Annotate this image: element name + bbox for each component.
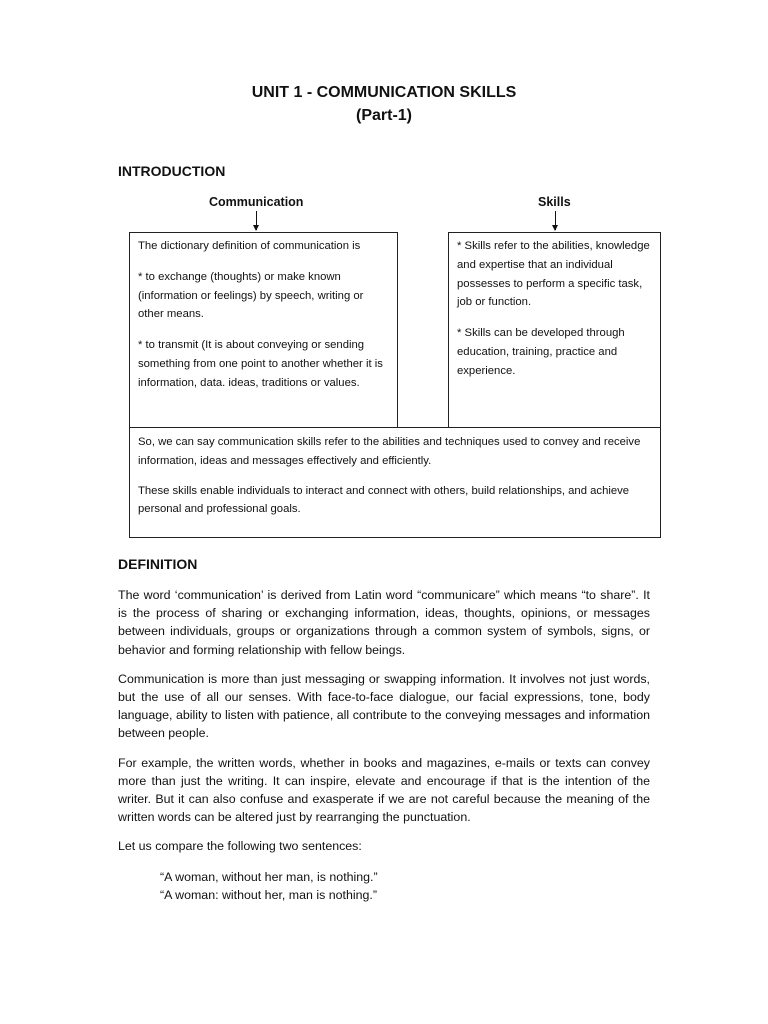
communication-arrow-icon <box>256 211 257 230</box>
skills-box-line: * Skills refer to the abilities, knowledge and expertise that an individual possesses to perform a specific task, job or function. <box>457 240 650 309</box>
quote-line: “A woman: without her, man is nothing.” <box>160 888 377 903</box>
definition-paragraph: For example, the written words, whether in books and magazines, e-mails or texts can convey more than just the writing. It can inspire, elevate and encourage if that is the intention of the writer. But it can also confuse and exasperate if we are not careful because the meaning of the written words can be altered just by rearranging the punctuation. <box>118 755 650 825</box>
communication-box-line: The dictionary definition of communication is <box>138 240 361 252</box>
summary-paragraph: These skills enable individuals to interact and connect with others, build relationships, and achieve personal and professional goals. <box>138 484 630 516</box>
page-title: UNIT 1 - COMMUNICATION SKILLS <box>251 84 517 101</box>
summary-box <box>129 427 661 538</box>
definition-heading: DEFINITION <box>118 556 198 572</box>
introduction-heading: INTRODUCTION <box>118 163 226 179</box>
definition-paragraph: Let us compare the following two sentences: <box>118 839 362 854</box>
definition-body <box>118 586 650 867</box>
quote-line: “A woman, without her man, is nothing.” <box>160 870 378 884</box>
definition-paragraph: The word ‘communication’ is derived from Latin word “communicare” which means “to share”. It is the process of sharing or exchanging information, ideas, thoughts, opinions, or messages between individuals, groups or organizations through a common system of symbols, signs, or behavior and forming relationship with fellow beings. <box>118 588 650 657</box>
skills-arrow-icon <box>555 211 556 230</box>
communication-box-line: * to exchange (thoughts) or make known (information or feelings) by speech, writing or other means. <box>138 270 364 321</box>
communication-box-line: * to transmit (It is about conveying or sending something from one point to another whether it is information, data. ideas, traditions or values. <box>138 339 383 389</box>
skills-box-line: * Skills can be developed through education, training, practice and experience. <box>457 327 625 377</box>
skills-definition-box <box>448 232 661 428</box>
example-quotes <box>160 868 378 904</box>
definition-paragraph: Communication is more than just messaging or swapping information. It involves not just words, but the use of all our senses. With face-to-face dialogue, our facial expressions, tone, body language, ability to listen with patience, all contribute to the conveying messages and information between people. <box>118 671 650 741</box>
page-subtitle: (Part-1) <box>355 107 412 124</box>
communication-definition-box <box>129 232 398 428</box>
skills-label: Skills <box>538 195 571 209</box>
summary-paragraph: So, we can say communication skills refer to the abilities and techniques used to convey and receive information, ideas and messages effectively and efficiently. <box>138 436 641 467</box>
communication-label: Communication <box>209 195 304 209</box>
